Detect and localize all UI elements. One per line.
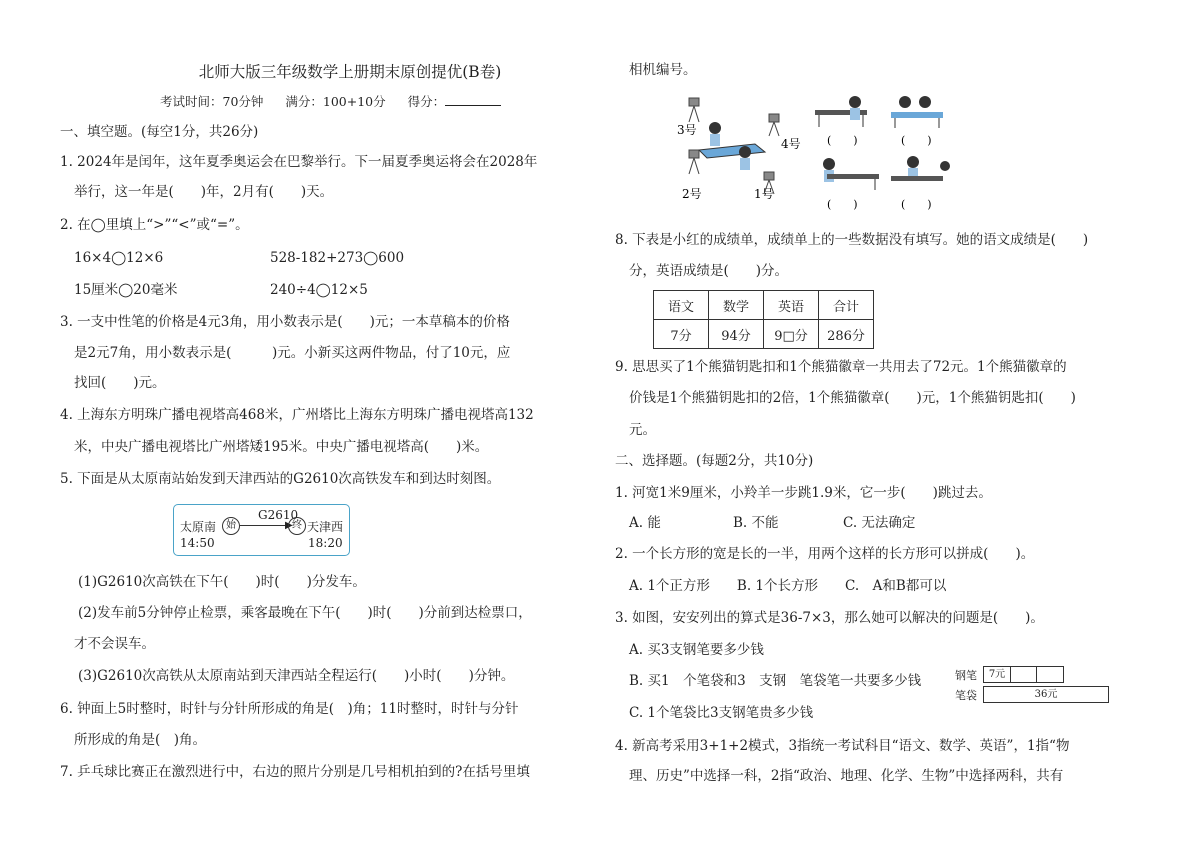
route-arrow-line [240, 525, 286, 526]
q3-line1: 3. 一支中性笔的价格是4元3角，用小数表示是( )元；一本草稿本的价格 [60, 314, 510, 330]
photo-4-icon [891, 156, 950, 181]
q9-line1: 9. 思思买了1个熊猫钥匙扣和1个熊猫徽章一共用去了72元。1个熊猫徽章的 [615, 359, 1067, 375]
camera-icon [689, 98, 699, 122]
q2-item-a: 16×4◯12×6 [74, 250, 164, 266]
c3-option-a: A. 买3支钢笔要多少钱 [629, 642, 764, 658]
train-code: G2610 [258, 508, 299, 522]
c4-line1: 4. 新高考采用3+1+2模式，3指统一考试科目“语文、数学、英语”，1指“物 [615, 738, 1070, 754]
table-header-cell: 英语 [764, 291, 819, 320]
table-cell: 7分 [654, 320, 709, 349]
photo-blank-4: ( ) [901, 198, 932, 211]
q6-line2: 所形成的角是( )角。 [74, 732, 207, 748]
q6-line1: 6. 钟面上5时整时，时针与分针所形成的角是( )角；11时整时，时针与分针 [60, 701, 519, 717]
table-cell: 9□分 [764, 320, 819, 349]
q7-line1: 7. 乒乓球比赛正在激烈进行中，右边的照片分别是几号相机拍到的?在括号里填 [60, 764, 530, 780]
q4-line1: 4. 上海东方明珠广播电视塔高468米，广州塔比上海东方明珠广播电视塔高132 [60, 407, 534, 423]
bar-pen-unit [1010, 666, 1037, 683]
bar-bag-label: 笔袋 [955, 689, 977, 702]
bar-pen-unit [983, 666, 1011, 683]
q5-sub2-line2: 才不会误车。 [74, 636, 155, 652]
q5-sub2-line1: (2)发车前5分钟停止检票，乘客最晚在下午( )时( )分前到达检票口， [78, 605, 532, 621]
table-scene-icon [699, 122, 765, 170]
c4-line2: 理、历史”中选择一科，2指“政治、地理、化学、生物”中选择两科，共有 [629, 768, 1064, 784]
start-mark: 始 [222, 517, 240, 535]
q9-line3: 元。 [629, 422, 656, 438]
table-header-cell: 数学 [709, 291, 764, 320]
c1-option-b: B. 不能 [733, 515, 779, 531]
table-row [654, 320, 874, 349]
bar-pen-label: 钢笔 [955, 669, 977, 682]
photo-3-icon [823, 158, 879, 190]
pingpong-illustration [677, 92, 987, 217]
full-score: 满分：100+10分 [285, 94, 386, 109]
q1-line1: 1. 2024年是闰年，这年夏季奥运会在巴黎举行。下一届夏季奥运将会在2028年 [60, 154, 538, 170]
q2-item-d: 240÷4◯12×5 [270, 282, 368, 298]
section-choice-heading: 二、选择题。(每题2分，共10分) [615, 453, 814, 469]
bar-pen-unit [1037, 666, 1064, 683]
q8-line1: 8. 下表是小红的成绩单，成绩单上的一些数据没有填写。她的语文成绩是( ) [615, 232, 1089, 248]
photo-blank-3: ( ) [827, 198, 858, 211]
q8-line2: 分，英语成绩是( )分。 [629, 263, 789, 279]
bar-model [955, 664, 1115, 704]
station-from: 太原南 [180, 520, 217, 534]
end-mark: 终 [288, 517, 306, 535]
station-to: 天津西 [307, 520, 344, 534]
exam-time: 考试时间：70分钟 [160, 94, 264, 109]
table-header-cell: 合计 [819, 291, 874, 320]
c2-options: A. 1个正方形 B. 1个长方形 C. A和B都可以 [629, 578, 947, 594]
q3-line2: 是2元7角，用小数表示是( )元。小新买这两件物品，付了10元，应 [74, 345, 511, 361]
score-table [653, 290, 874, 349]
page-title: 北师大版三年级数学上册期末原创提优(B卷) [198, 63, 502, 81]
q4-line2: 米，中央广播电视塔比广州塔矮195米。中央广播电视塔高( )米。 [74, 439, 489, 455]
camera-icon [769, 114, 779, 136]
q7-line2: 相机编号。 [629, 62, 697, 78]
table-cell: 94分 [709, 320, 764, 349]
camera-label-2: 2号 [682, 187, 702, 201]
train-schedule-diagram [173, 504, 350, 556]
table-header-row [654, 291, 874, 320]
arrow-head-icon: ▶ [285, 520, 293, 531]
arrive-time: 18:20 [308, 536, 343, 550]
c2-line: 2. 一个长方形的宽是长的一半，用两个这样的长方形可以拼成( )。 [615, 546, 1035, 562]
depart-time: 14:50 [180, 536, 215, 550]
q5-sub1: (1)G2610次高铁在下午( )时( )分发车。 [78, 574, 366, 590]
c3-option-c: C. 1个笔袋比3支钢笔贵多少钱 [629, 705, 814, 721]
q3-line3: 找回( )元。 [74, 375, 166, 391]
table-header-cell: 语文 [654, 291, 709, 320]
section-fill-heading: 一、填空题。(每空1分，共26分) [60, 124, 259, 140]
q9-line2: 价钱是1个熊猫钥匙扣的2倍，1个熊猫徽章( )元，1个熊猫钥匙扣( ) [629, 390, 1076, 406]
bar-pen-value: 7元 [988, 669, 1006, 680]
c1-option-a: A. 能 [629, 515, 661, 531]
c1-line: 1. 河宽1米9厘米，小羚羊一步跳1.9米，它一步( )跳过去。 [615, 485, 992, 501]
score-blank[interactable] [445, 93, 501, 106]
q2-item-c: 15厘米◯20毫米 [74, 282, 178, 298]
camera-label-4: 4号 [781, 137, 801, 151]
score-label: 得分： [407, 94, 446, 109]
c3-line: 3. 如图，安安列出的算式是36-7×3，那么她可以解决的问题是( )。 [615, 610, 1044, 626]
exam-meta [160, 92, 501, 110]
q5-line: 5. 下面是从太原南站始发到天津西站的G2610次高铁发车和到达时刻图。 [60, 471, 501, 487]
q2-line: 2. 在◯里填上“>”“<”或“=”。 [60, 217, 249, 233]
c3-option-b: B. 买1 个笔袋和3 支钢 笔袋笔一共要多少钱 [629, 673, 922, 689]
camera-label-3: 3号 [677, 123, 697, 137]
camera-icon [689, 150, 699, 174]
photo-blank-1: ( ) [827, 134, 858, 147]
q5-sub3: (3)G2610次高铁从太原南站到天津西站全程运行( )小时( )分钟。 [78, 668, 515, 684]
photo-1-icon [815, 96, 867, 127]
score-table-wrap [653, 290, 874, 349]
bar-bag-block [983, 686, 1109, 703]
table-cell: 286分 [819, 320, 874, 349]
bar-bag-value: 36元 [1034, 689, 1058, 700]
q1-line2: 举行，这一年是( )年，2月有( )天。 [74, 184, 334, 200]
c1-option-c: C. 无法确定 [843, 515, 916, 531]
camera-label-1: 1号 [754, 187, 774, 201]
photo-blank-2: ( ) [901, 134, 932, 147]
photo-2-icon [891, 96, 943, 128]
q2-item-b: 528-182+273◯600 [270, 250, 405, 266]
